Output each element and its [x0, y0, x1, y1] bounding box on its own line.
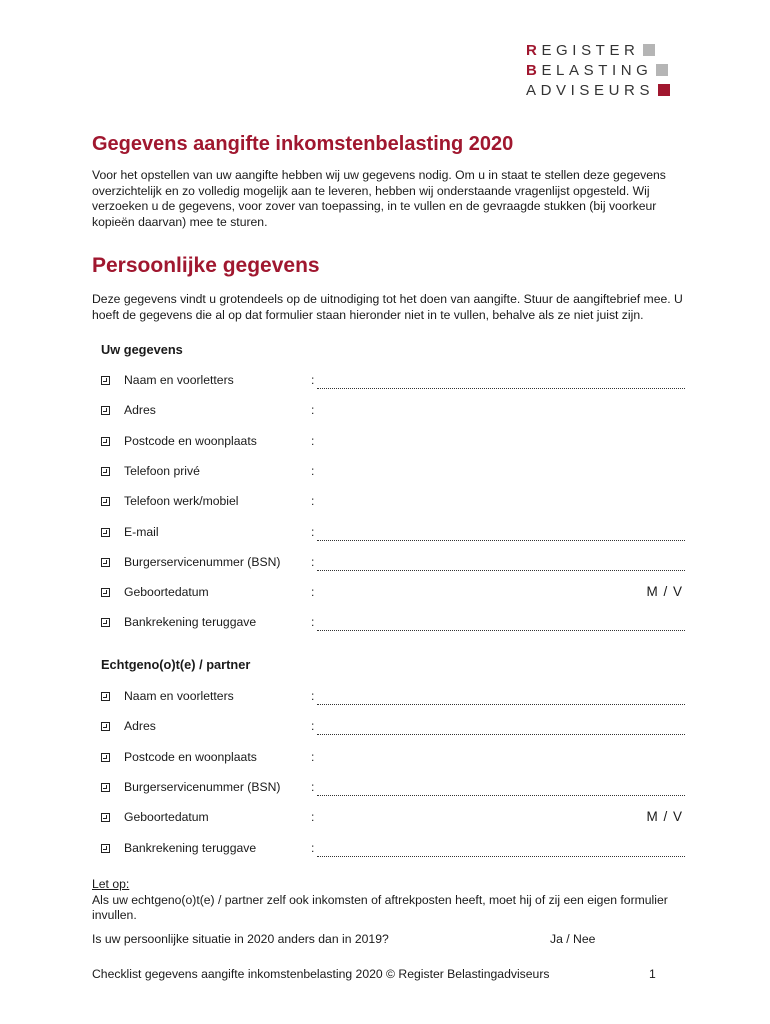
checkbox-icon[interactable] — [101, 753, 110, 762]
logo-line-belasting — [526, 60, 686, 80]
form-field-row[interactable] — [101, 780, 691, 810]
form-field-row[interactable] — [101, 719, 691, 749]
field-label: Bankrekening teruggave — [124, 840, 257, 855]
situation-answer-options[interactable]: Ja / Nee — [550, 932, 596, 946]
logo-word-belasting: ELASTING — [541, 61, 653, 79]
field-label: Naam en voorletters — [124, 373, 234, 387]
field-colon: : — [311, 810, 315, 825]
field-colon: : — [311, 719, 315, 734]
section-description: Deze gegevens vindt u grotendeels op de uitnodiging tot het doen van aangifte. Stuur de aangiftebrief mee. U hoeft de gegevens die al op dat formulier staan hieronder niet in te vullen, behalve als ze niet juist zijn. — [92, 292, 683, 322]
logo-red-square-icon — [658, 84, 670, 96]
field-label: E-mail — [124, 524, 159, 539]
note-text: Als uw echtgeno(o)t(e) / partner zelf ook inkomsten of aftrekposten heeft, moet hij of zij een eigen formulier invullen. — [92, 892, 668, 922]
field-label: Burgerservicenummer (BSN) — [124, 554, 281, 569]
intro-paragraph: Voor het opstellen van uw aangifte hebben wij uw gegevens nodig. Om u in staat te stellen deze gegevens overzichtelijk en zo volledig mogelijk aan te leveren, hebben wij onderstaande vragenlijst opgesteld. Wij verzoeken u de gegevens, voor zover van toepassing, in te vullen en de gevraagde stukken (bij voorkeur kopieën daarvan) mee te sturen. — [92, 168, 666, 229]
field-colon: : — [311, 403, 315, 418]
group-title-own: Uw gegevens — [101, 342, 183, 357]
form-field-row[interactable] — [101, 750, 691, 780]
gender-options[interactable]: M / V — [646, 809, 683, 825]
checkbox-icon[interactable] — [101, 406, 110, 415]
logo-word-register: EGISTER — [541, 41, 640, 59]
field-colon: : — [311, 554, 315, 569]
checkbox-icon[interactable] — [101, 588, 110, 597]
field-label: Postcode en woonplaats — [124, 433, 257, 448]
field-input-line[interactable] — [317, 388, 685, 389]
checkbox-icon[interactable] — [101, 467, 110, 476]
field-label: Bankrekening teruggave — [124, 615, 257, 630]
checkbox-icon[interactable] — [101, 844, 110, 853]
form-field-row[interactable] — [101, 373, 691, 403]
form-field-row[interactable] — [101, 555, 691, 585]
logo-initial-r: R — [526, 41, 542, 59]
checkbox-icon[interactable] — [101, 692, 110, 701]
form-field-row[interactable] — [101, 464, 691, 494]
field-colon: : — [311, 433, 315, 448]
form-field-row[interactable] — [101, 434, 691, 464]
checkbox-icon[interactable] — [101, 437, 110, 446]
gender-options[interactable]: M / V — [646, 584, 683, 600]
field-label: Naam en voorletters — [124, 689, 234, 703]
field-input-line[interactable] — [317, 704, 685, 705]
field-label: Telefoon werk/mobiel — [124, 494, 239, 509]
field-label: Burgerservicenummer (BSN) — [124, 779, 281, 794]
checkbox-icon[interactable] — [101, 497, 110, 506]
field-input-line[interactable] — [317, 630, 685, 631]
checkbox-icon[interactable] — [101, 376, 110, 385]
checkbox-icon[interactable] — [101, 558, 110, 567]
section-title: Persoonlijke gegevens — [92, 254, 320, 277]
form-field-row[interactable] — [101, 841, 691, 871]
form-field-row[interactable] — [101, 810, 691, 840]
field-colon: : — [311, 585, 315, 600]
company-logo — [526, 40, 686, 100]
logo-grey-square-icon — [656, 64, 668, 76]
page-title: Gegevens aangifte inkomstenbelasting 2020 — [92, 133, 514, 155]
form-field-row[interactable] — [101, 403, 691, 433]
field-label: Adres — [124, 403, 156, 418]
footer-text: Checklist gegevens aangifte inkomstenbelasting 2020 © Register Belastingadviseurs — [92, 967, 550, 981]
logo-initial-b: B — [526, 61, 542, 79]
field-colon: : — [311, 689, 315, 703]
checkbox-icon[interactable] — [101, 618, 110, 627]
checkbox-icon[interactable] — [101, 722, 110, 731]
field-label: Adres — [124, 719, 156, 734]
field-input-line[interactable] — [317, 570, 685, 571]
field-colon: : — [311, 779, 315, 794]
field-input-line[interactable] — [317, 856, 685, 857]
form-field-row[interactable] — [101, 525, 691, 555]
logo-line-adviseurs — [526, 80, 686, 100]
field-colon: : — [311, 749, 315, 764]
field-label: Telefoon privé — [124, 463, 200, 478]
field-colon: : — [311, 615, 315, 630]
logo-grey-square-icon — [643, 44, 655, 56]
logo-line-register — [526, 40, 686, 60]
group-title-partner: Echtgeno(o)t(e) / partner — [101, 657, 251, 672]
page-number: 1 — [649, 967, 656, 981]
field-colon: : — [311, 840, 315, 855]
field-colon: : — [311, 524, 315, 539]
note-block — [92, 877, 692, 924]
checkbox-icon[interactable] — [101, 528, 110, 537]
note-label: Let op: — [92, 877, 130, 891]
checkbox-icon[interactable] — [101, 783, 110, 792]
field-label: Geboortedatum — [124, 585, 209, 600]
field-input-line[interactable] — [317, 795, 685, 796]
form-field-row[interactable] — [101, 494, 691, 524]
field-input-line[interactable] — [317, 540, 685, 541]
field-input-line[interactable] — [317, 734, 685, 735]
field-label: Geboortedatum — [124, 810, 209, 825]
situation-question: Is uw persoonlijke situatie in 2020 anders dan in 2019? — [92, 932, 389, 946]
form-field-row[interactable] — [101, 689, 691, 719]
logo-word-adviseurs: ADVISEURS — [526, 81, 655, 99]
field-label: Postcode en woonplaats — [124, 749, 257, 764]
checkbox-icon[interactable] — [101, 813, 110, 822]
form-field-row[interactable] — [101, 585, 691, 615]
field-colon: : — [311, 463, 315, 478]
form-field-row[interactable] — [101, 615, 691, 645]
field-colon: : — [311, 373, 315, 387]
field-colon: : — [311, 494, 315, 509]
